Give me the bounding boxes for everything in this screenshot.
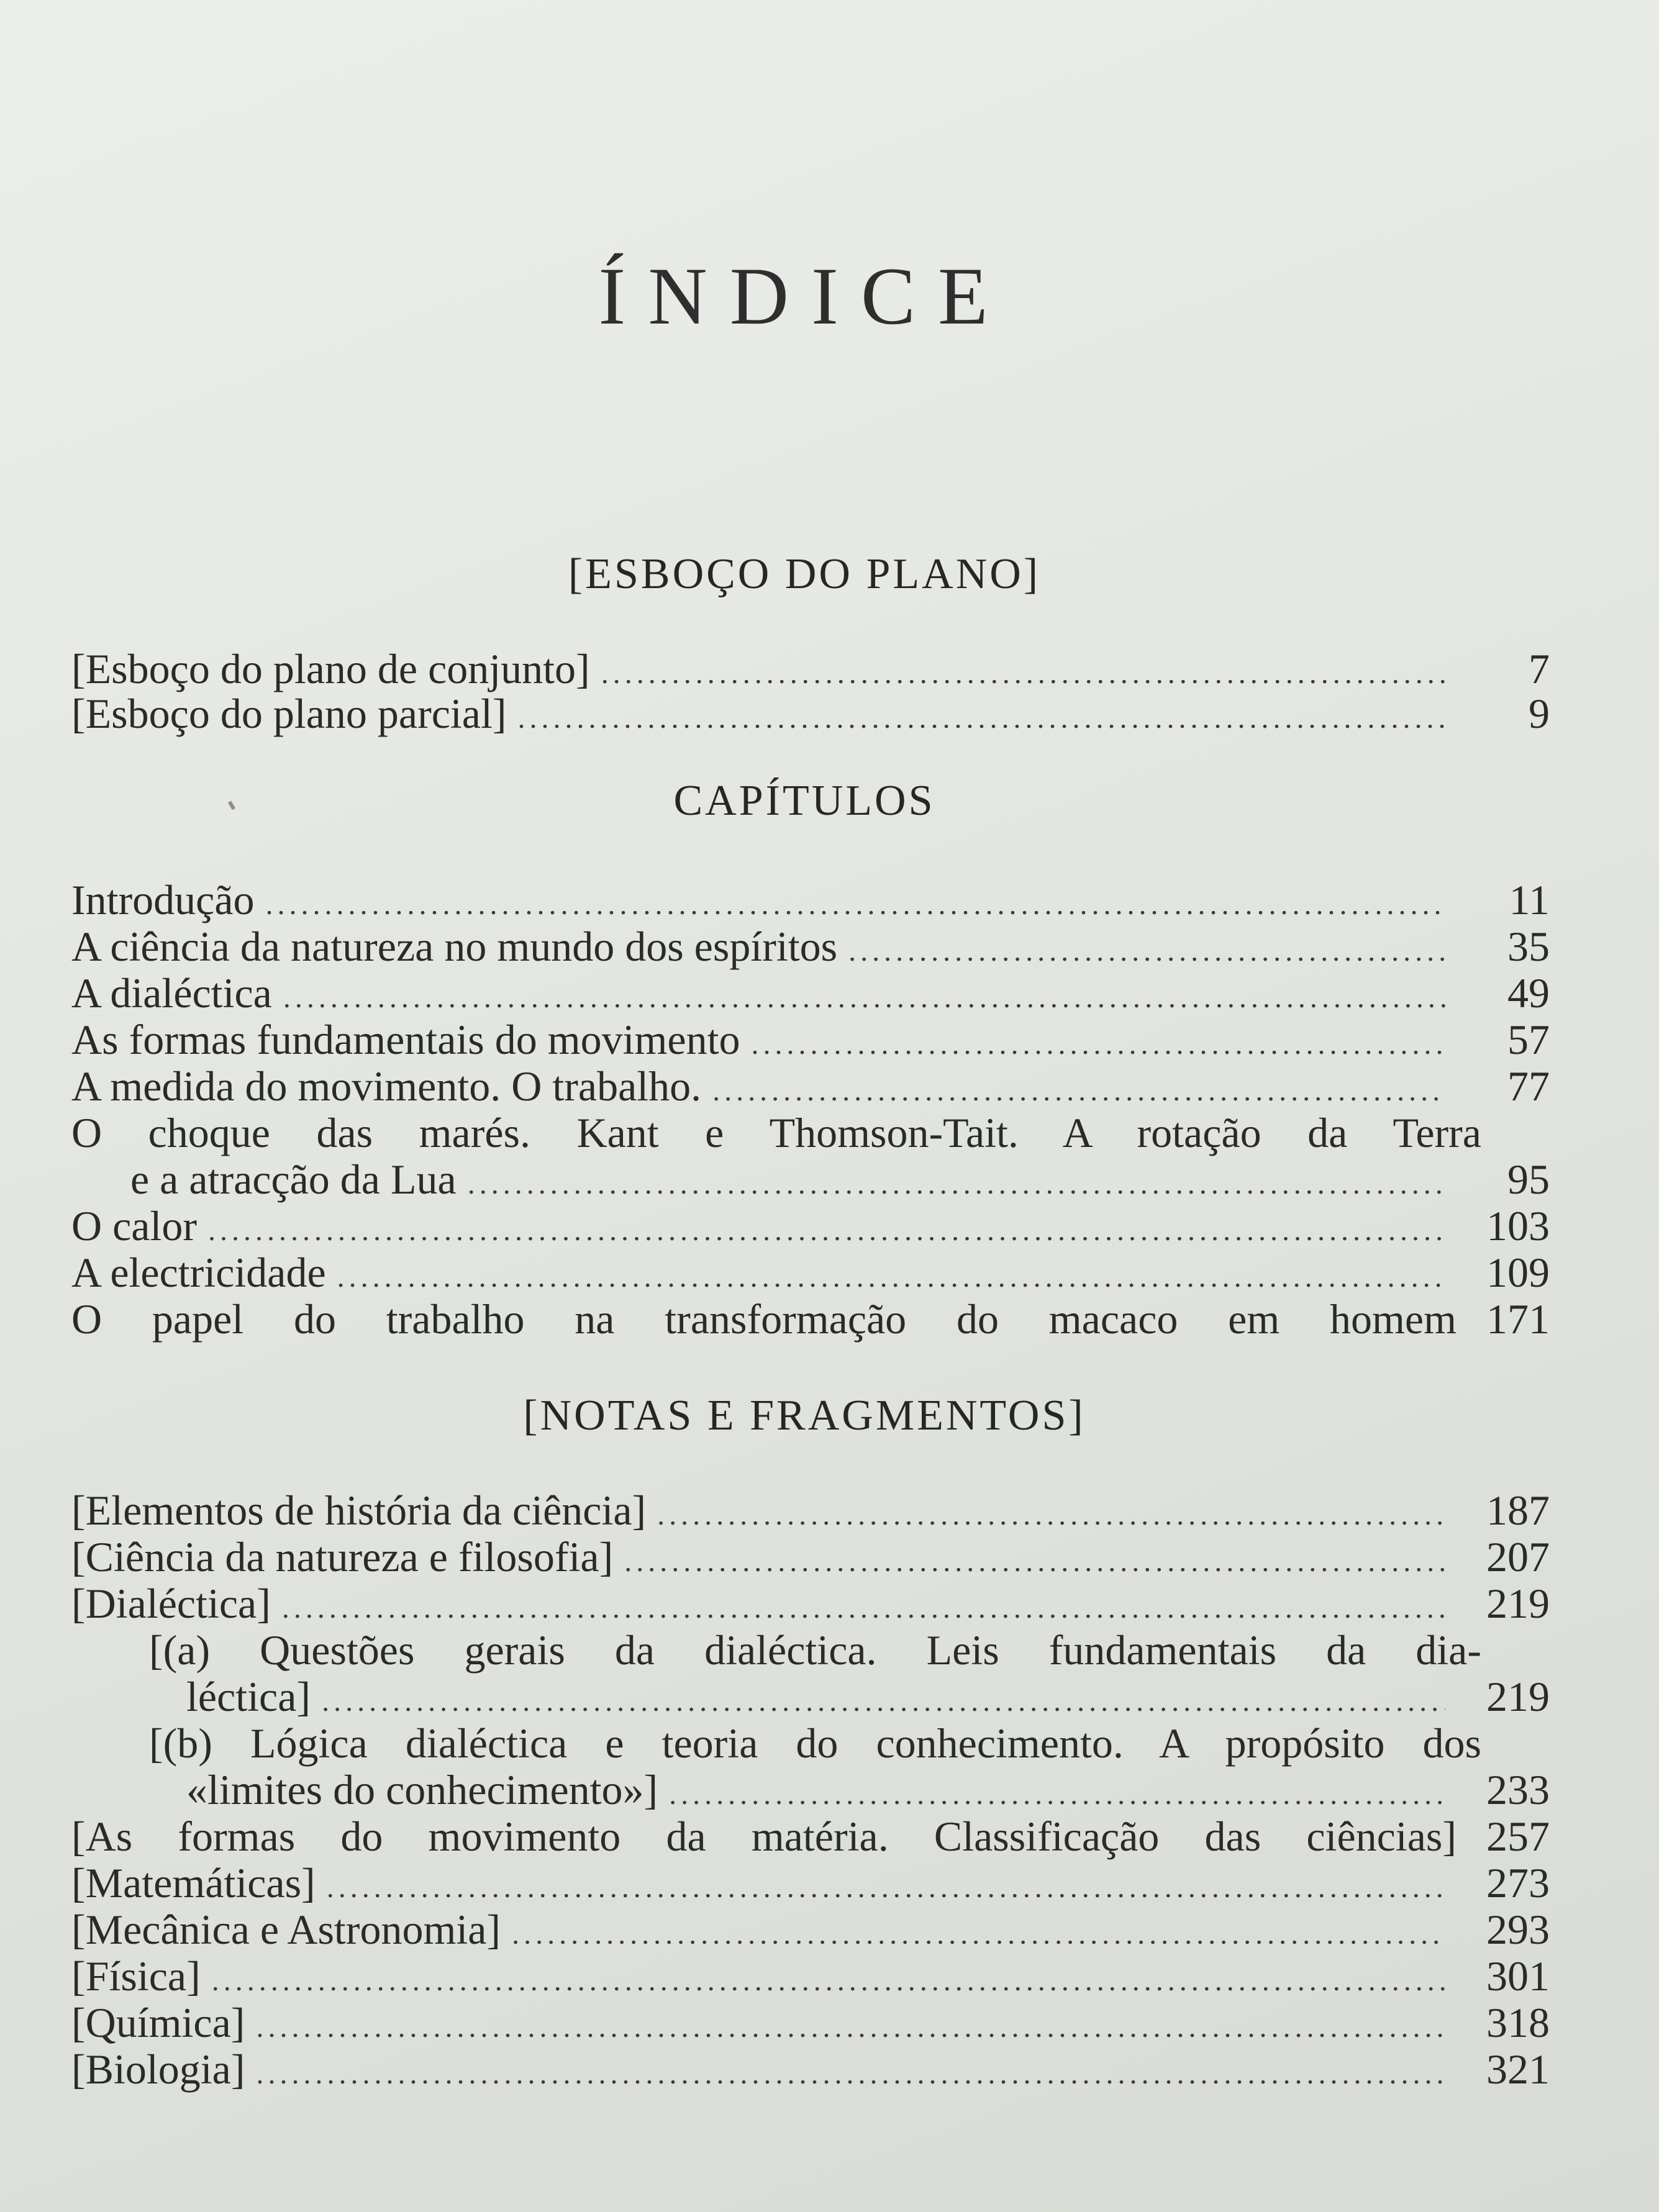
toc-entry[interactable] [71, 2046, 1550, 2093]
dot-leader [601, 650, 1445, 697]
toc-entry[interactable] [71, 923, 1550, 970]
toc-entry[interactable] [71, 1487, 1550, 1534]
toc-entry-title: [Ciência da natureza e filosofia] [71, 1533, 614, 1580]
section-heading-notas: [NOTAS E FRAGMENTOS] [523, 1392, 1086, 1439]
toc-entry[interactable] [71, 1249, 1550, 1296]
dot-leader [327, 1864, 1445, 1911]
section-heading-capitulos: CAPÍTULOS [673, 777, 935, 825]
toc-entry-continuation[interactable] [186, 1674, 1550, 1720]
toc-entry-page: 219 [1486, 1580, 1550, 1627]
dot-leader [208, 1207, 1445, 1254]
dot-leader [257, 2051, 1445, 2097]
toc-entry[interactable] [71, 1534, 1550, 1580]
toc-entry-title: [Biologia] [71, 2046, 245, 2093]
toc-entry[interactable] [71, 1063, 1550, 1110]
dot-leader [512, 1911, 1445, 1957]
section-heading-plano: [ESBOÇO DO PLANO] [568, 550, 1041, 598]
toc-entry[interactable] [71, 1813, 1550, 1860]
toc-entry-page: 109 [1486, 1249, 1550, 1296]
toc-entry-page: 207 [1486, 1533, 1550, 1580]
toc-entry[interactable] [71, 1203, 1550, 1249]
toc-entry[interactable] [71, 1296, 1550, 1343]
toc-entry-title: [Matemáticas] [71, 1859, 316, 1906]
dot-leader [848, 928, 1445, 974]
dot-leader [282, 1585, 1445, 1631]
toc-entry-title: [(b) Lógica dialéctica e teoria do conhecimento. A propósito dos [149, 1720, 1481, 1767]
toc-entry-title-cont: e a atracção da Lua [130, 1156, 457, 1203]
toc-entry[interactable] [71, 1860, 1550, 1906]
toc-entry-page: 318 [1486, 1999, 1550, 2046]
toc-entry-title: [Esboço do plano de conjunto] [71, 645, 590, 692]
toc-entry-page: 273 [1486, 1859, 1550, 1906]
toc-entry-page: 257 [1486, 1813, 1550, 1860]
toc-entry-page: 11 [1509, 876, 1550, 923]
page-title: ÍNDICE [598, 250, 1011, 342]
toc-entry-title: A electricidade [71, 1249, 326, 1296]
dot-leader [283, 974, 1445, 1021]
dot-leader [337, 1254, 1445, 1300]
toc-entry-title: [Física] [71, 1952, 201, 2000]
dot-leader [712, 1067, 1445, 1114]
dot-leader [266, 881, 1445, 928]
toc-entry[interactable] [71, 1110, 1550, 1156]
toc-entry-page: 219 [1486, 1673, 1550, 1720]
toc-entry-title: [As formas do movimento da matéria. Classificação das ciências] [71, 1813, 1457, 1860]
dot-leader [468, 1161, 1445, 1207]
dot-leader [657, 1492, 1445, 1538]
toc-entry[interactable] [71, 2000, 1550, 2046]
toc-entry-title: O papel do trabalho na transformação do macaco em homem [71, 1295, 1457, 1343]
toc-entry-page: 49 [1507, 969, 1550, 1017]
toc-entry-page: 95 [1507, 1156, 1550, 1203]
toc-entry-sub[interactable] [149, 1627, 1550, 1674]
toc-entry[interactable] [71, 1953, 1550, 2000]
toc-entry-page: 293 [1486, 1906, 1550, 1953]
toc-entry[interactable] [71, 1906, 1550, 1953]
dot-leader [212, 1957, 1445, 2004]
toc-entry-page: 171 [1486, 1295, 1550, 1343]
dot-leader [669, 1771, 1445, 1818]
toc-entry-continuation[interactable] [186, 1767, 1550, 1813]
toc-entry-page: 301 [1486, 1952, 1550, 2000]
toc-entry[interactable] [71, 877, 1550, 923]
toc-entry[interactable] [71, 1017, 1550, 1063]
toc-entry-title: [Elementos de história da ciência] [71, 1487, 647, 1534]
toc-entry[interactable] [71, 1580, 1550, 1627]
toc-entry-page: 187 [1486, 1487, 1550, 1534]
toc-entry-page: 9 [1529, 690, 1550, 737]
dot-leader [518, 695, 1445, 741]
dot-leader [624, 1538, 1445, 1585]
toc-entry-title: Introdução [71, 876, 255, 923]
dot-leader [751, 1021, 1445, 1067]
toc-entry-sub[interactable] [149, 1720, 1550, 1767]
toc-entry-title: A dialéctica [71, 969, 272, 1017]
toc-entry[interactable] [71, 691, 1550, 737]
toc-entry-page: 233 [1486, 1766, 1550, 1813]
toc-entry-page: 35 [1507, 923, 1550, 970]
toc-entry[interactable] [71, 646, 1550, 692]
toc-entry-page: 7 [1529, 645, 1550, 692]
dot-leader [256, 2004, 1445, 2051]
toc-entry-title: A ciência da natureza no mundo dos espíritos [71, 923, 838, 970]
dot-leader [322, 1678, 1445, 1725]
toc-entry[interactable] [71, 970, 1550, 1017]
toc-entry-title: As formas fundamentais do movimento [71, 1016, 740, 1063]
toc-entry-page: 57 [1507, 1016, 1550, 1063]
toc-entry-page: 321 [1486, 2046, 1550, 2093]
toc-entry-title: [Dialéctica] [71, 1580, 271, 1627]
toc-entry-title: [Química] [71, 1999, 245, 2046]
toc-entry-continuation[interactable] [130, 1156, 1550, 1203]
toc-entry-title: A medida do movimento. O trabalho. [71, 1063, 702, 1110]
toc-entry-page: 103 [1486, 1202, 1550, 1249]
toc-entry-title-cont: «limites do conhecimento»] [186, 1766, 658, 1813]
toc-entry-title-cont: léctica] [186, 1673, 311, 1720]
toc-entry-title: [Esboço do plano parcial] [71, 690, 507, 737]
toc-entry-page: 77 [1507, 1063, 1550, 1110]
toc-entry-title: O choque das marés. Kant e Thomson-Tait. A rotação da Terra [71, 1109, 1481, 1156]
toc-entry-title: [Mecânica e Astronomia] [71, 1906, 501, 1953]
toc-entry-title: O calor [71, 1202, 198, 1249]
toc-entry-title: [(a) Questões gerais da dialéctica. Leis fundamentais da dia- [149, 1626, 1481, 1674]
